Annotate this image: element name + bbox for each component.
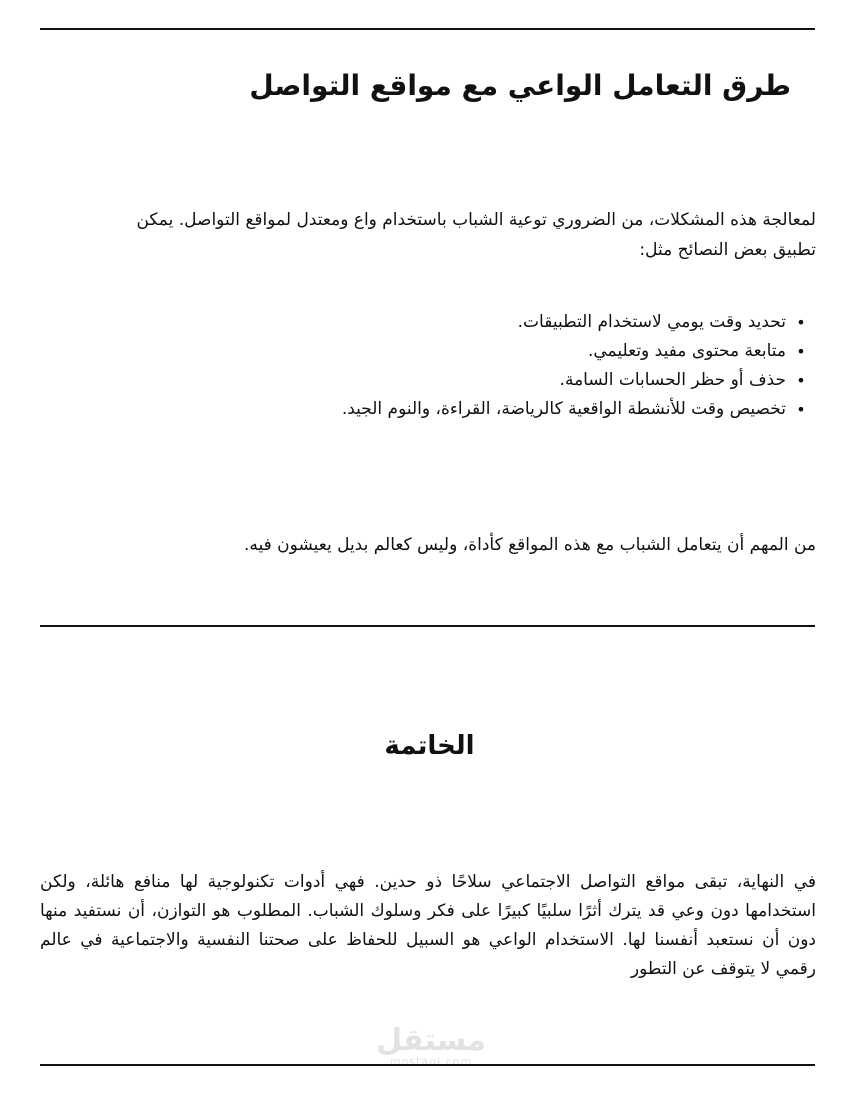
list-item-text: تحديد وقت يومي لاستخدام التطبيقات. bbox=[517, 312, 786, 332]
list-item bbox=[170, 337, 810, 366]
bottom-divider bbox=[40, 1064, 815, 1066]
section-title-conscious-use: طرق التعامل الواعي مع مواقع التواصل bbox=[249, 69, 791, 102]
watermark-logo bbox=[366, 1024, 496, 1068]
list-item bbox=[170, 395, 810, 424]
middle-divider bbox=[40, 625, 815, 627]
list-item bbox=[170, 308, 810, 337]
list-item bbox=[170, 366, 810, 395]
intro-paragraph: لمعالجة هذه المشكلات، من الضروري توعية الشباب باستخدام واع ومعتدل لمواقع التواصل. يمكن تطبيق بعض النصائح مثل: bbox=[136, 210, 816, 260]
tips-list bbox=[170, 308, 810, 424]
bullet-icon: • bbox=[796, 371, 806, 390]
conclusion-title: الخاتمة bbox=[384, 731, 475, 761]
closing-note-paragraph: من المهم أن يتعامل الشباب مع هذه المواقع كأداة، وليس كعالم بديل يعيشون فيه. bbox=[244, 535, 816, 555]
bullet-icon: • bbox=[796, 342, 806, 361]
list-item-text: متابعة محتوى مفيد وتعليمي. bbox=[587, 341, 786, 361]
bullet-icon: • bbox=[796, 313, 806, 332]
watermark-logo-text: مستقل bbox=[376, 1023, 486, 1058]
top-divider bbox=[40, 28, 815, 30]
watermark-url: mostaql.com bbox=[389, 1055, 473, 1068]
conclusion-paragraph: في النهاية، تبقى مواقع التواصل الاجتماعي سلاحًا ذو حدين. فهي أدوات تكنولوجية لها منافع هائلة، ولكن استخدامها دون وعي قد يترك أثرًا سلبيًا كبيرًا على فكر وسلوك الشباب. المطلوب هو التوازن، أن نستفيد منها دون أن نستعبد أنفسنا لها. الاستخدام الواعي هو السبيل للحفاظ على صحتنا النفسية والاجتماعية في عالم رقمي لا يتوقف عن التطور bbox=[40, 872, 816, 979]
list-item-text: حذف أو حظر الحسابات السامة. bbox=[559, 370, 786, 390]
list-item-text: تخصيص وقت للأنشطة الواقعية كالرياضة، القراءة، والنوم الجيد. bbox=[341, 399, 786, 419]
bullet-icon: • bbox=[796, 400, 806, 419]
